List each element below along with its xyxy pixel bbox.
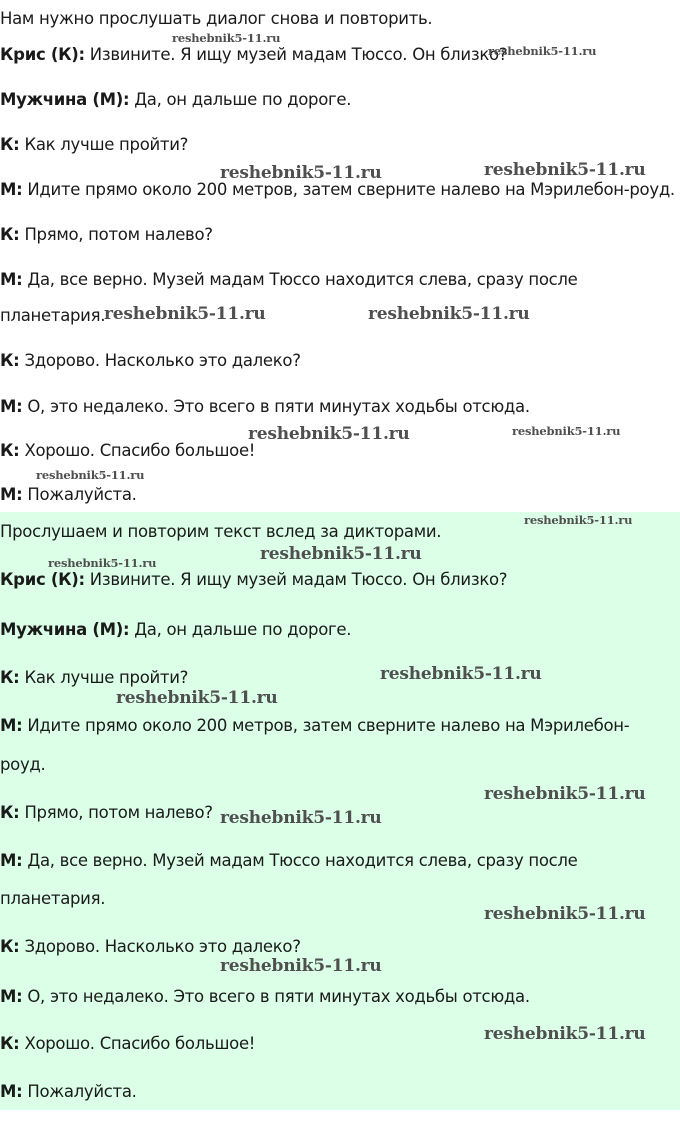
line-text: Пожалуйста. [22,485,137,504]
watermark: reshebnik5-11.ru [116,688,278,708]
section-heading: Прослушаем и повторим текст вслед за дикторами. [0,522,442,541]
dialogue-line [0,619,351,641]
line-text: планетария. [0,306,106,325]
speaker-label: М: [0,716,23,735]
line-text: Прямо, потом налево? [19,225,213,244]
speaker-label: К: [0,441,20,460]
line-text: Пожалуйста. [22,1082,137,1101]
speaker-label: К: [0,135,20,154]
dialogue-line [0,350,301,372]
watermark: reshebnik5-11.ru [380,664,542,684]
speaker-label: К: [0,803,20,822]
line-text: Здорово. Насколько это далеко? [19,351,301,370]
dialogue-line [0,224,213,246]
speaker-label: Мужчина (М): [0,90,130,109]
dialogue-line [0,986,530,1008]
line-text: Да, все верно. Музей мадам Тюссо находится слева, сразу после [22,851,578,870]
dialogue-line [0,802,213,824]
speaker-label: М: [0,485,23,504]
watermark: reshebnik5-11.ru [36,468,145,482]
dialogue-line [0,44,507,66]
line-text: Да, все верно. Музей мадам Тюссо находится слева, сразу после [22,270,578,289]
dialogue-line [0,569,507,591]
line-text: О, это недалеко. Это всего в пяти минутах ходьбы отсюда. [22,397,530,416]
line-text: Здорово. Насколько это далеко? [19,937,301,956]
dialogue-line [0,440,255,462]
line-text: Да, он дальше по дороге. [129,90,352,109]
dialogue-line [0,89,351,111]
dialogue-line-continuation [0,754,46,776]
watermark: reshebnik5-11.ru [484,1024,646,1044]
line-text: Извините. Я ищу музей мадам Тюссо. Он близко? [84,570,508,589]
line-text: Да, он дальше по дороге. [129,620,352,639]
watermark: reshebnik5-11.ru [172,31,281,45]
watermark: reshebnik5-11.ru [260,544,422,564]
watermark: reshebnik5-11.ru [104,304,266,324]
line-text: О, это недалеко. Это всего в пяти минутах ходьбы отсюда. [22,987,530,1006]
dialogue-line [0,667,188,689]
line-text: Как лучше пройти? [19,135,189,154]
watermark: reshebnik5-11.ru [220,163,382,183]
dialogue-line [0,1081,137,1103]
dialogue-line [0,850,578,872]
line-text: Хорошо. Спасибо большое! [19,1034,256,1053]
speaker-label: М: [0,1082,23,1101]
watermark: reshebnik5-11.ru [484,904,646,924]
dialogue-line [0,134,188,156]
dialogue-line-continuation [0,305,105,327]
watermark: reshebnik5-11.ru [512,424,621,438]
speaker-label: М: [0,397,23,416]
watermark: reshebnik5-11.ru [248,424,410,444]
line-text: Прямо, потом налево? [19,803,213,822]
speaker-label: К: [0,937,20,956]
line-text: Хорошо. Спасибо большое! [19,441,256,460]
speaker-label: М: [0,270,23,289]
speaker-label: Крис (К): [0,45,85,64]
line-text: Извините. Я ищу музей мадам Тюссо. Он близко? [84,45,508,64]
dialogue-line [0,269,578,291]
watermark: reshebnik5-11.ru [48,556,157,570]
watermark: reshebnik5-11.ru [488,44,597,58]
speaker-label: Крис (К): [0,570,85,589]
dialogue-line [0,936,301,958]
dialogue-line-continuation [0,888,105,910]
watermark: reshebnik5-11.ru [524,513,633,527]
speaker-label: Мужчина (М): [0,620,130,639]
line-text: роуд. [0,755,46,774]
speaker-label: К: [0,225,20,244]
speaker-label: М: [0,180,23,199]
dialogue-line [0,715,629,737]
speaker-label: К: [0,351,20,370]
watermark: reshebnik5-11.ru [368,304,530,324]
watermark: reshebnik5-11.ru [484,784,646,804]
speaker-label: К: [0,1034,20,1053]
line-text: Идите прямо около 200 метров, затем сверните налево на Мэрилебон- [22,716,630,735]
dialogue-line [0,396,530,418]
line-text: планетария. [0,889,106,908]
watermark: reshebnik5-11.ru [484,160,646,180]
speaker-label: М: [0,851,23,870]
dialogue-line [0,1033,255,1055]
speaker-label: К: [0,668,20,687]
line-text: Как лучше пройти? [19,668,189,687]
dialogue-line [0,484,137,506]
speaker-label: М: [0,987,23,1006]
watermark: reshebnik5-11.ru [220,808,382,828]
section-heading: Нам нужно прослушать диалог снова и повторить. [0,9,433,28]
line-text: Идите прямо около 200 метров, затем сверните налево на Мэрилебон-роуд. [22,180,675,199]
watermark: reshebnik5-11.ru [220,956,382,976]
